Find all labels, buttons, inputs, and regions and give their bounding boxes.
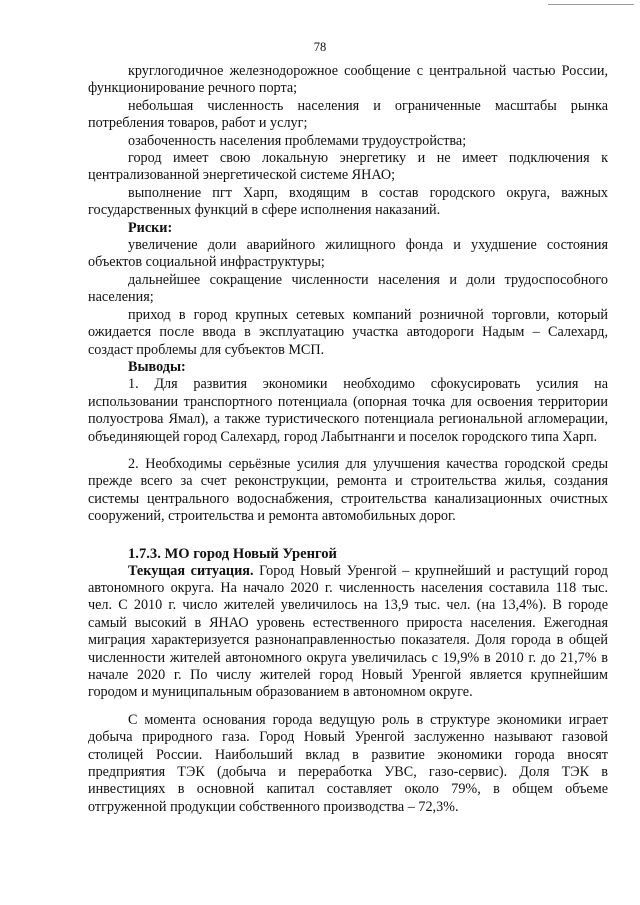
section-lead-label: Текущая ситуация. [128,562,254,579]
page-number: 78 [313,40,327,54]
document-body [88,63,608,816]
top-edge-rule [548,4,634,5]
weakness-item: небольшая численность населения и ограниченные масштабы рынка потребления товаров, работ и услуг; [88,97,608,132]
weakness-item: озабоченность населения проблемами трудоустройства; [128,132,467,149]
section-title: 1.7.3. МО город Новый Уренгой [128,545,337,562]
weakness-item: город имеет свою локальную энергетику и не имеет подключения к централизованной энергетической системе ЯНАО; [88,150,608,184]
weakness-item: круглогодичное железнодорожное сообщение с центральной частью России, функционирование речного порта; [88,63,608,97]
conclusion-item: 2. Необходимы серьёзные усилия для улучшения качества городской среды прежде всего за счет реконструкции, ремонта и строительства жилья, создания системы центрального водоснабжения, строительства канализационных очистных сооружений, строительства и ремонта автомобильных дорог. [88,455,608,525]
risk-item: приход в город крупных сетевых компаний розничной торговли, который ожидается после ввода в эксплуатацию участка автодороги Надым – Салехард, создаст проблемы для субъектов МСП. [88,306,608,358]
risk-item: увеличение доли аварийного жилищного фонда и ухудшение состояния объектов социальной инфраструктуры; [88,237,608,271]
weakness-item: выполнение пгт Харп, входящим в состав городского округа, важных государственных функций в сфере исполнения наказаний. [88,184,608,219]
conclusion-item: 1. Для развития экономики необходимо сфокусировать усилия на использовании транспортного потенциала (опорная точка для освоения территории полуострова Ямал), а также туристического потенциала региональной агломерации, объединяющей город Салехард, город Лабытнанги и поселок городского типа Харп. [88,376,608,445]
section-lead-text: Город Новый Уренгой – крупнейший и растущий город автономного округа. На начало 2020 г. численность населения составила 118 тыс. чел. С 2010 г. число жителей увеличилось на 13,9 тыс. чел. (на 13,4%). В городе самый высокий в ЯНАО уровень естественного прироста населения. Ежегодная миграция характеризуется разнонаправленностью показателя. Доля города в общей численности жителей автономного округа увеличилась с 19,9% в 2010 г. до 21,7% в начале 2020 г. По числу жителей город Новый Уренгой является крупнейшим городом и муниципальным образованием в автономном округе. [88,562,608,701]
section-lead-paragraph [88,563,608,702]
section-paragraph: С момента основания города ведущую роль в структуре экономики играет добыча природного газа. Город Новый Уренгой заслуженно называют газовой столицей России. Наибольший вклад в развитие экономики города вносят предприятия ТЭК (добыча и переработка УВС, газо-сервис). Доля ТЭК в инвестициях в основной капитал составляет около 79%, в общем объеме отгруженной продукции собственного производства – 72,3%. [88,711,608,815]
risk-item: дальнейшее сокращение численности населения и доли трудоспособного населения; [88,271,608,306]
risks-heading: Риски: [128,219,173,236]
conclusions-heading: Выводы: [128,358,186,375]
